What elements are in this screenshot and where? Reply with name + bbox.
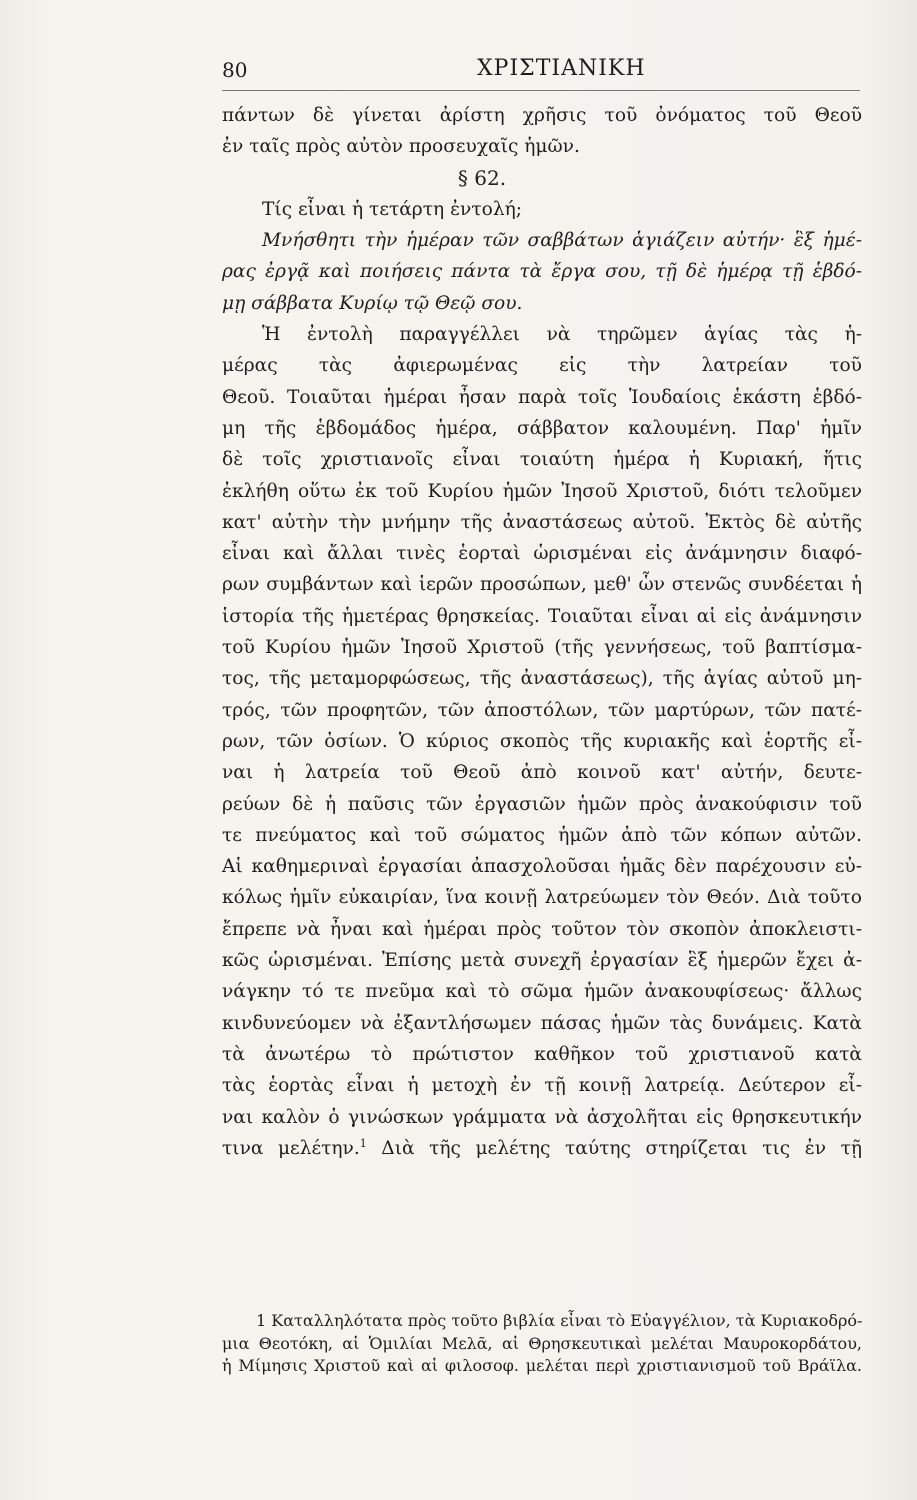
text-line: ἐν ταῖς πρὸς αὐτὸν προσευχαῖς ἡμῶν.	[222, 136, 580, 158]
text-line: ναι καλὸν ὁ γινώσκων γράμματα νὰ ἀσχολῆται εἰς θρησκευτικήν	[222, 1106, 862, 1128]
catechism-question: Τίς εἶναι ἡ τετάρτη ἐντολή;	[262, 198, 523, 220]
page-header	[222, 52, 860, 92]
text-line: πάντων δὲ γίνεται ἀρίστη χρῆσις τοῦ ὀνόματος τοῦ Θεοῦ	[222, 105, 862, 126]
text-line: τὰ ἀνωτέρω τὸ πρώτιστον καθῆκον τοῦ χριστιανοῦ κατὰ	[222, 1043, 862, 1065]
commandment-line: ρας ἐργᾷ καὶ ποιήσεις πάντα τὰ ἔργα σου, τῇ δὲ ἡμέρᾳ τῇ ἑβδό-	[222, 261, 862, 283]
text-line: δὲ τοῖς χριστιανοῖς εἶναι τοιαύτη ἡμέρα ἡ Κυριακή, ἥτις	[222, 449, 862, 471]
text-line: ρεύων δὲ ἡ παῦσις τῶν ἐργασιῶν ἡμῶν πρὸς ἀνακούφισιν τοῦ	[222, 793, 862, 815]
text-line: τρός, τῶν προφητῶν, τῶν ἀποστόλων, τῶν μαρτύρων, τῶν πατέ-	[222, 699, 862, 721]
text-line: κόλως ἡμῖν εὐκαιρίαν, ἵνα κοινῇ λατρεύωμεν τὸν Θεόν. Διὰ τοῦτο	[222, 887, 862, 909]
text-line: Αἱ καθημεριναὶ ἐργασίαι ἀπασχολοῦσαι ἡμᾶς δὲν παρέχουσιν εὐ-	[222, 856, 862, 878]
header-rule	[222, 90, 860, 92]
text-line: τος, τῆς μεταμορφώσεως, τῆς ἀναστάσεως), τῆς ἁγίας αὐτοῦ μη-	[222, 668, 862, 690]
text-fragment: Διὰ τῆς μελέτης ταύτης στηρίζεται τις ἐν τῇ	[366, 1137, 862, 1159]
text-line: ναι ἡ λατρεία τοῦ Θεοῦ ἀπὸ κοινοῦ κατ' αὐτήν, δευτε-	[222, 762, 862, 784]
text-line: εἶναι καὶ ἄλλαι τινὲς ἑορταὶ ὡρισμέναι εἰς ἀνάμνησιν διαφό-	[222, 543, 862, 565]
text-line: ἐκλήθη οὕτω ἐκ τοῦ Κυρίου ἡμῶν Ἰησοῦ Χριστοῦ, διότι τελοῦμεν	[222, 480, 862, 502]
text-line: τὰς ἑορτὰς εἶναι ἡ μετοχὴ ἐν τῇ κοινῇ λατρείᾳ. Δεύτερον εἶ-	[222, 1075, 862, 1097]
running-title: ΧΡΙΣΤΙΑΝΙΚΗ	[477, 56, 646, 81]
section-heading: § 62.	[457, 165, 507, 190]
footnote-line: μια Θεοτόκη, αἱ Ὁμιλίαι Μελᾶ, αἱ Θρησκευτικαὶ μελέται Μαυροκορδάτου,	[222, 1333, 862, 1353]
commandment-line: μῃ σάββατα Κυρίῳ τῷ Θεῷ σου.	[222, 292, 523, 314]
footnote-marker: 1	[256, 1311, 267, 1330]
footnote-line	[222, 1310, 862, 1333]
text-line: μέρας τὰς ἀφιερωμένας εἰς τὴν λατρείαν τοῦ	[222, 355, 862, 377]
footnote-line: ἡ Μίμησις Χριστοῦ καὶ αἱ φιλοσοφ. μελέται περὶ χριστιανισμοῦ τοῦ Βράϊλα.	[222, 1356, 862, 1375]
text-line: μη τῆς ἑβδομάδος ἡμέρα, σάββατον καλουμένη. Παρ' ἡμῖν	[222, 417, 862, 439]
text-line: κατ' αὐτὴν τὴν μνήμην τῆς ἀναστάσεως αὐτοῦ. Ἐκτὸς δὲ αὐτῆς	[222, 511, 862, 533]
text-line: ρων, τῶν ὁσίων. Ὁ κύριος σκοπὸς τῆς κυριακῆς καὶ ἑορτῆς εἶ-	[222, 730, 862, 752]
page-number: 80	[222, 58, 248, 82]
text-line: ἱστορία τῆς ἡμετέρας θρησκείας. Τοιαῦται εἶναι αἱ εἰς ἀνάμνησιν	[222, 605, 862, 627]
text-line: Θεοῦ. Τοιαῦται ἡμέραι ἦσαν παρὰ τοῖς Ἰουδαίοις ἑκάστη ἑβδό-	[222, 386, 862, 408]
text-line: νάγκην τό τε πνεῦμα καὶ τὸ σῶμα ἡμῶν ἀνακουφίσεως· ἄλλως	[222, 981, 862, 1003]
text-line-with-footnote-ref	[222, 1133, 862, 1164]
text-line: κινδυνεύομεν νὰ ἐξαντλήσωμεν πάσας ἡμῶν τὰς δυνάμεις. Κατὰ	[222, 1012, 862, 1034]
footnote-text: Καταλληλότατα πρὸς τοῦτο βιβλία εἶναι τὸ Εὐαγγέλιον, τὰ Κυριακοδρό-	[266, 1311, 863, 1330]
text-line: ἔπρεπε νὰ ἦναι καὶ ἡμέραι πρὸς τοῦτον τὸν σκοπὸν ἀποκλειστι-	[222, 918, 862, 940]
main-text	[222, 100, 862, 1164]
text-line: ρων συμβάντων καὶ ἱερῶν προσώπων, μεθ' ὧν στενῶς συνδέεται ἡ	[222, 574, 862, 596]
footnote-reference[interactable]: 1	[359, 1136, 367, 1150]
footnotes	[222, 1310, 862, 1378]
text-line: Ἡ ἐντολὴ παραγγέλλει νὰ τηρῶμεν ἁγίας τὰς ἡ-	[262, 324, 862, 346]
text-line: τε πνεύματος καὶ τοῦ σώματος ἡμῶν ἀπὸ τῶν κόπων αὐτῶν.	[222, 824, 862, 846]
commandment-line: Μνήσθητι τὴν ἡμέραν τῶν σαββάτων ἁγιάζειν αὐτήν· ἓξ ἡμέ-	[262, 230, 862, 252]
text-line: κῶς ὡρισμέναι. Ἐπίσης μετὰ συνεχῆ ἐργασίαν ἓξ ἡμερῶν ἔχει ἀ-	[222, 950, 862, 972]
text-fragment: τινα μελέτην.	[222, 1137, 360, 1159]
text-line: τοῦ Κυρίου ἡμῶν Ἰησοῦ Χριστοῦ (τῆς γεννήσεως, τοῦ βαπτίσμα-	[222, 637, 862, 659]
